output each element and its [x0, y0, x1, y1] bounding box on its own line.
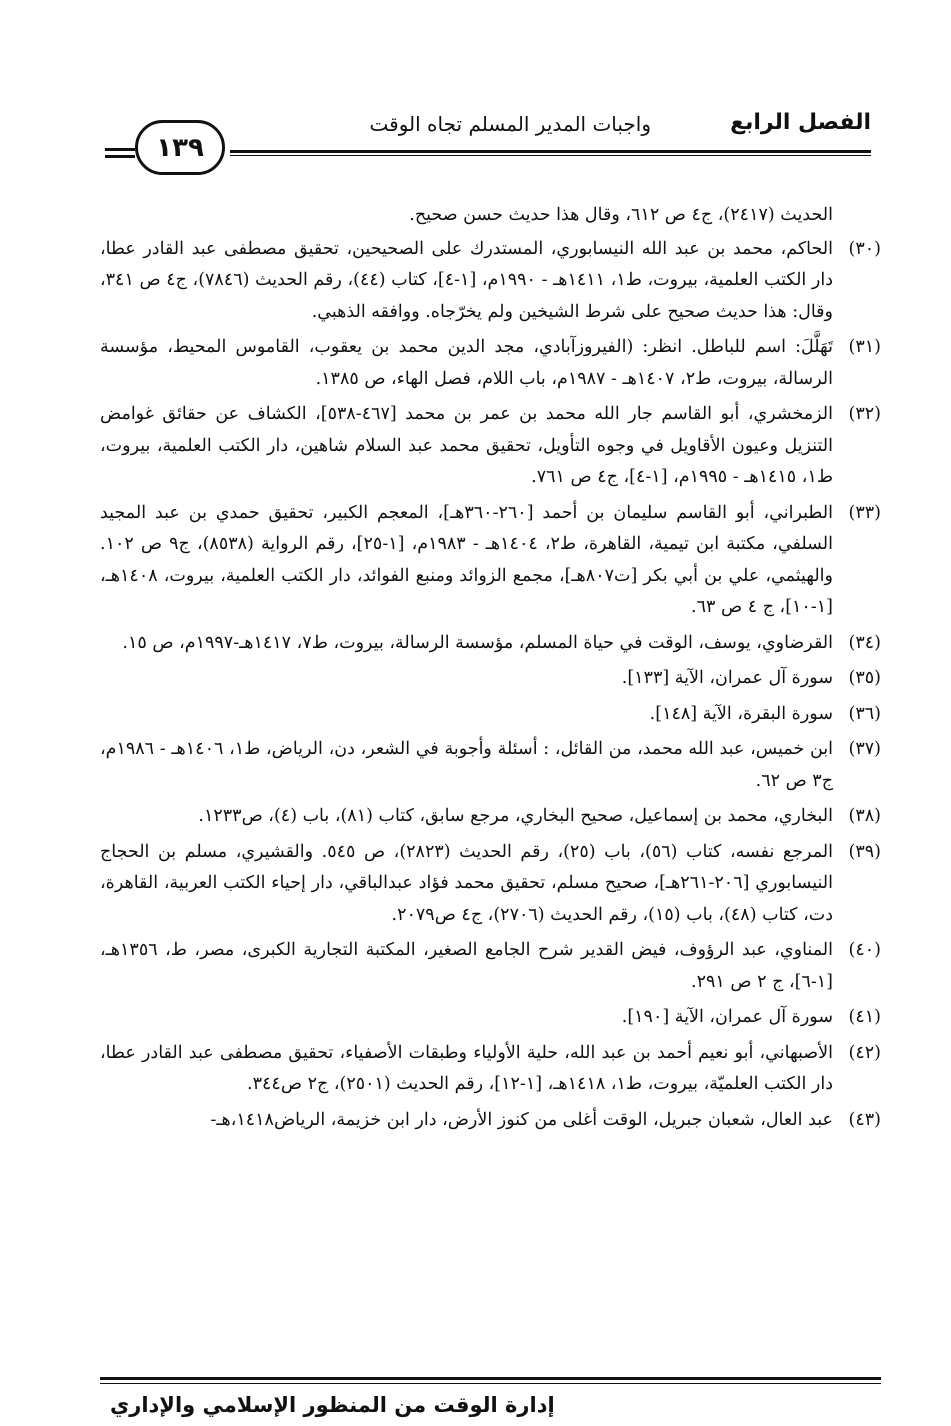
endnote-number: (٣٨) — [848, 806, 881, 826]
endnote-text: المرجع نفسه، كتاب (٥٦)، باب (٢٥)، رقم الحديث (٢٨٢٣)، ص ٥٤٥. والقشيري، مسلم بن الحجاج النيسابوري [٢٠٦-٢٦١هـ]، صحيح مسلم، تحقيق محمد فؤاد عبدالباقي، دار إحياء الكتب العربية، القاهرة، دت، كتاب (٤٨)، باب (١٥)، رقم الحديث (٢٧٠٦)، ج٤ ص٢٠٧٩. — [100, 841, 834, 925]
endnote — [100, 734, 881, 797]
running-title: واجبات المدير المسلم تجاه الوقت — [369, 112, 651, 136]
endnote-text: ابن خميس، عبد الله محمد، من القائل، : أسئلة وأجوبة في الشعر، دن، الرياض، ط١، ١٤٠٦هـ - ١٩٨٦م، ج٣ ص ٦٢. — [100, 739, 833, 791]
endnote — [100, 234, 881, 329]
footer-rule — [100, 1377, 881, 1380]
endnote-number: (٣١) — [848, 337, 881, 357]
endnote — [100, 332, 881, 395]
endnote-text: عبد العال، شعبان جبريل، الوقت أغلى من كنوز الأرض، دار ابن خزيمة، الرياض١٤١٨،هـ- — [210, 1109, 833, 1130]
endnote — [100, 498, 881, 624]
endnote-number: (٣٠) — [848, 238, 881, 259]
endnote-number: (٣٩) — [848, 841, 881, 862]
endnote-text: سورة البقرة، الآية [١٤٨]. — [649, 703, 833, 724]
header-rule — [230, 150, 871, 153]
endnote — [100, 699, 881, 731]
endnote — [100, 837, 881, 932]
endnote-text: سورة آل عمران، الآية [١٩٠]. — [621, 1007, 833, 1027]
endnote-text: البخاري، محمد بن إسماعيل، صحيح البخاري، مرجع سابق، كتاب (٨١)، باب (٤)، ص١٢٣٣. — [198, 806, 833, 826]
endnote — [100, 1105, 881, 1137]
endnote-number: (٣٣) — [848, 502, 881, 523]
endnote — [100, 1038, 881, 1101]
chapter-title: الفصل الرابع — [730, 110, 871, 135]
endnote-number: (٣٢) — [848, 404, 881, 424]
endnote-number: (٤٠) — [848, 940, 881, 960]
endnote-number: (٣٥) — [848, 668, 881, 688]
endnote — [100, 935, 881, 998]
endnote-number: (٤٣) — [848, 1109, 881, 1130]
endnote-number: (٣٦) — [848, 703, 881, 724]
endnotes-list — [100, 200, 881, 1140]
badge-connector-top — [105, 148, 135, 151]
endnote-number: (٤١) — [848, 1007, 881, 1027]
endnote-number: (٣٧) — [848, 739, 881, 759]
endnote — [100, 628, 881, 660]
endnote-text: تَهَلَّلَ: اسم للباطل. انظر: (الفيروزآبادي، مجد الدين محمد بن يعقوب، القاموس المحيط، مؤسسة الرسالة، بيروت، ط٢، ١٤٠٧هـ - ١٩٨٧م، باب اللام، فصل الهاء، ص ١٣٨٥. — [100, 337, 833, 389]
endnote — [100, 1002, 881, 1034]
header-rule-thin — [230, 155, 871, 156]
endnote-text: سورة آل عمران، الآية [١٣٣]. — [621, 668, 833, 688]
endnote-number: (٣٤) — [848, 632, 881, 653]
note-continuation: الحديث (٢٤١٧)، ج٤ ص ٦١٢، وقال هذا حديث حسن صحيح. — [409, 205, 833, 225]
endnote — [100, 399, 881, 494]
book-title: إدارة الوقت من المنظور الإسلامي والإداري — [110, 1393, 555, 1417]
endnote — [100, 663, 881, 695]
endnote-text: الطبراني، أبو القاسم سليمان بن أحمد [٢٦٠-٣٦٠هـ]، المعجم الكبير، تحقيق حمدي بن عبد المجيد السلفي، مكتبة ابن تيمية، القاهرة، ط٢، ١٤٠٤هـ - ١٩٨٣م، [١-٢٥]، رقم الرواية (٨٥٣٨)، ج٩ ص ١٠٢. والهيثمي، علي بن أبي بكر [ت٨٠٧هـ]، مجمع الزوائد ومنبع الفوائد، دار الكتب العلمية، بيروت، ١٤٠٨هـ، [١-١٠]، ج ٤ ص ٦٣. — [100, 502, 833, 617]
endnote-text: الحاكم، محمد بن عبد الله النيسابوري، المستدرك على الصحيحين، تحقيق مصطفى عبد القادر عطا، دار الكتب العلمية، بيروت، ط١، ١٤١١هـ - ١٩٩٠م، [١-٤]، كتاب (٤٤)، رقم الحديث (٧٨٤٦)، ج٤ ص ٣٤١، وقال: هذا حديث صحيح على شرط الشيخين ولم يخرّجاه. ووافقه الذهبي. — [100, 238, 834, 322]
endnote-text: الزمخشري، أبو القاسم جار الله محمد بن عمر بن محمد [٤٦٧-٥٣٨]، الكشاف عن حقائق غوامض التنزيل وعيون الأقاويل في وجوه التأويل، تحقيق محمد عبد السلام شاهين، دار الكتب العلمية، بيروت، ط١، ١٤١٥هـ - ١٩٩٥م، [١-٤]، ج٤ ص ٧٦١. — [100, 404, 833, 487]
footer-rule-thin — [100, 1383, 881, 1384]
endnote-number: (٤٢) — [848, 1042, 881, 1063]
endnote-text: الأصبهاني، أبو نعيم أحمد بن عبد الله، حلية الأولياء وطبقات الأصفياء، تحقيق مصطفى عبد القادر عطا، دار الكتب العلميّة، بيروت، ط١، ١٤١٨هـ، [١-١٢]، رقم الحديث (٢٥٠١)، ج٢ ص٣٤٤. — [100, 1042, 833, 1094]
badge-connector-bottom — [105, 155, 135, 158]
endnote-text: القرضاوي، يوسف، الوقت في حياة المسلم، مؤسسة الرسالة، بيروت، ط٧، ١٤١٧هـ-١٩٩٧م، ص ١٥. — [122, 632, 833, 653]
page-number: ١٣٩ — [135, 120, 225, 175]
endnote — [100, 801, 881, 833]
endnote-text: المناوي، عبد الرؤوف، فيض القدير شرح الجامع الصغير، المكتبة التجارية الكبرى، مصر، ط، ١٣٥٦هـ، [١-٦]، ج ٢ ص ٢٩١. — [100, 940, 833, 992]
